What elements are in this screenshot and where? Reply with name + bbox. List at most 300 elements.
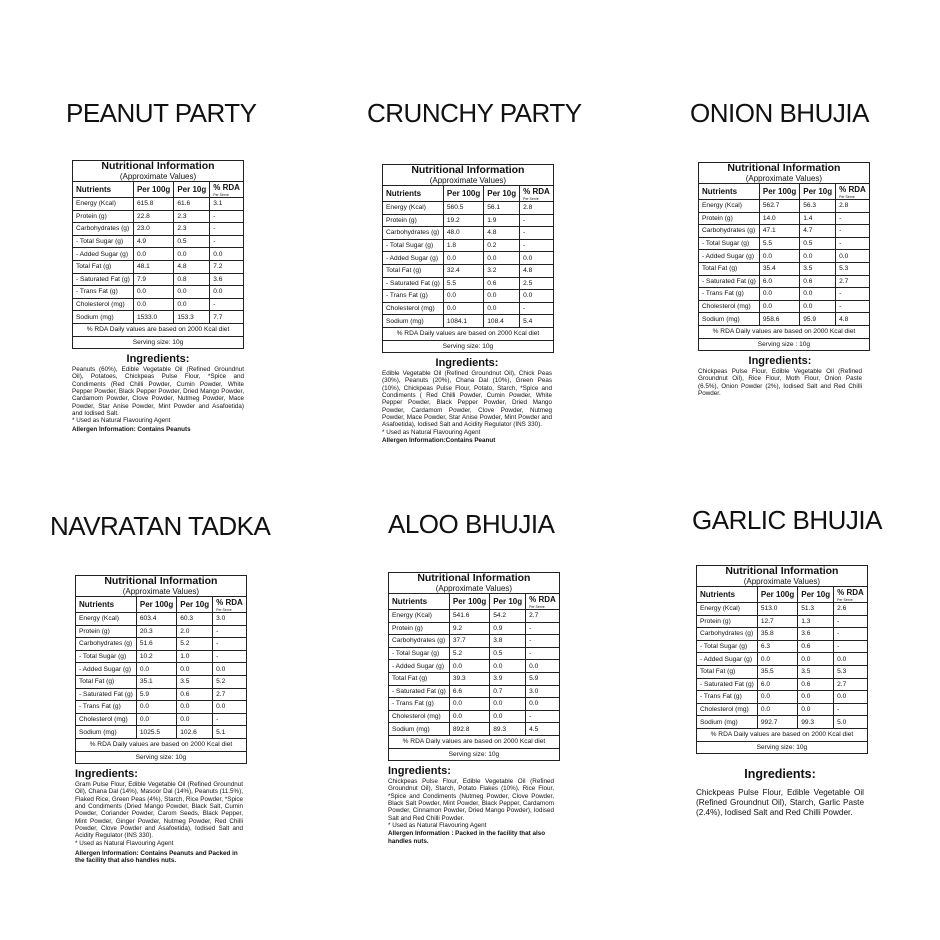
value-per-10g: 3.5 [798,665,834,678]
value-rda: - [520,227,554,240]
table-row [699,275,870,288]
nutrition-table [72,160,244,349]
serving-size: Serving size: 10g [73,336,244,349]
ingredients-text: Gram Pulse Flour, Edible Vegetable Oil (Refined Groundnut Oil), Chana Dal (14%), Masoor Dal (14%), Peanuts (11.5%), Flaked Rice, Green Peas (4%), Starch, Rice Powder, *Spice and Condiments (Dried Mango Powder, Black Salt, Cumin Powder, Coriander Powder, Carom Seeds, Black Pepper, Mint Powder, Ginger Powder, Nutmeg Powder, Red Chilli Powder, Clove Powder and Asafoetida), Iodised Salt and Acidity Regulator (INS 330). [75,781,243,840]
nutrient-name: - Added Sugar (g) [389,660,450,673]
table-row [389,660,560,673]
value-rda: - [836,288,870,301]
table-row [383,239,554,252]
nutrient-name: Total Fat (g) [383,264,444,277]
table-row [76,663,247,676]
table-row [76,613,247,626]
ingredients-title: Ingredients: [126,353,190,366]
value-rda: - [836,237,870,250]
nutrient-name: Cholesterol (mg) [73,298,134,311]
value-per-100g: 615.8 [133,198,173,211]
value-rda: - [836,225,870,238]
value-per-100g: 6.0 [757,678,797,691]
serving-size: Serving size: 10g [697,741,868,754]
table-header-row [383,186,554,202]
value-rda: - [836,212,870,225]
value-rda: 2.8 [520,202,554,215]
value-rda: 0.0 [836,250,870,263]
value-per-10g: 3.8 [490,635,526,648]
value-per-100g: 0.0 [449,710,489,723]
value-per-10g: 3.5 [177,675,213,688]
table-row [73,273,244,286]
value-rda: - [213,713,247,726]
col-per-100g: Per 100g [136,597,176,613]
value-per-100g: 0.0 [443,302,483,315]
value-per-10g: 102.6 [177,726,213,739]
value-per-10g: 95.9 [800,313,836,326]
nutrient-name: Protein (g) [73,210,134,223]
value-per-100g: 47.1 [759,225,799,238]
value-rda: 0.0 [210,248,244,261]
nutrition-rows [383,202,554,328]
col-nutrients: Nutrients [389,594,450,610]
value-per-10g: 0.2 [484,239,520,252]
nutrition-rows [389,610,560,736]
value-per-100g: 1533.0 [133,311,173,324]
nutrient-name: Sodium (mg) [383,315,444,328]
value-per-100g: 0.0 [136,701,176,714]
value-rda: - [213,638,247,651]
value-per-100g: 20.3 [136,625,176,638]
value-per-10g: 0.5 [800,237,836,250]
ingredients-text: Chickpeas Pulse Flour, Edible Vegetable Oil (Refined Groundnut Oil), Starch, Garlic Paste (2.4%), Iodised Salt and Red Chilli Powder. [696,788,864,818]
nutrition-card [698,162,866,398]
nutrition-heading-cell [383,165,554,186]
table-row [699,262,870,275]
nutrient-name: Carbohydrates (g) [383,227,444,240]
value-per-10g: 51.3 [798,603,834,616]
value-rda: 4.8 [520,264,554,277]
nutrient-name: - Added Sugar (g) [699,250,760,263]
ingredients-text: Edible Vegetable Oil (Refined Groundnut Oil), Chick Peas (30%), Peanuts (20%), Chana Dal (10%), Green Peas (10%), Chickpeas Pulse Flour, Potato, Starch, *Spice and Condiments ( Red Chilli Powder, Cumin Powder, White Pepper Powder, Black Pepper Powder, Dried Mango Powder, Cardamom Powder, Clove Powder, Nutmeg Powder, Mace Powder, Star Anise Powder, Mint Powder and Asafoetida), Iodised Salt and Acidity Regulator (INS 330). [382,370,552,429]
value-per-10g: 0.0 [798,653,834,666]
value-rda: 5.9 [526,672,560,685]
value-per-100g: 0.0 [757,703,797,716]
nutrition-table [696,565,868,754]
table-row [697,703,868,716]
value-rda: 2.8 [836,200,870,213]
col-rda: % RDA Per Serve [520,186,554,202]
value-rda: - [834,640,868,653]
nutrient-name: Energy (Kcal) [697,603,758,616]
value-per-10g: 153.3 [174,311,210,324]
table-row [383,227,554,240]
col-per-100g: Per 100g [757,587,797,603]
nutrient-name: - Trans Fat (g) [699,288,760,301]
value-per-10g: 0.0 [484,252,520,265]
value-rda: 5.2 [213,675,247,688]
nutrient-name: - Total Sugar (g) [697,640,758,653]
table-row [389,622,560,635]
table-row [697,716,868,729]
value-per-100g: 0.0 [443,290,483,303]
nutrient-name: Cholesterol (mg) [389,710,450,723]
ingredients-text: Peanuts (60%), Edible Vegetable Oil (Refined Groundnut Oil), Potatoes, Chickpeas Pulse Flour, *Spice and Condiments (Red Chilli Powder, Cumin Powder, White Pepper Powder, Black Pepper Powder, Dried Mango Powder, Cardamom Powder, Clove Powder, Nutmeg Powder, Mace Powder, Star Anise Powder, Mint Powder and Asafoetida) and Iodised Salt. [72,366,244,417]
value-per-10g: 3.6 [798,628,834,641]
value-rda: 3.1 [210,198,244,211]
table-row [76,650,247,663]
table-row [383,290,554,303]
table-row [383,264,554,277]
nutrient-name: Carbohydrates (g) [699,225,760,238]
col-nutrients: Nutrients [697,587,758,603]
rda-note: % RDA Daily values are based on 2000 Kcal diet [76,738,247,751]
value-per-100g: 39.3 [449,672,489,685]
value-per-10g: 0.0 [177,713,213,726]
value-rda: 0.0 [520,290,554,303]
nutrient-name: - Trans Fat (g) [389,698,450,711]
nutrient-name: - Total Sugar (g) [699,237,760,250]
ingredients-title: Ingredients: [748,355,812,368]
value-per-10g: 5.2 [177,638,213,651]
value-per-10g: 54.2 [490,610,526,623]
value-per-100g: 1084.1 [443,315,483,328]
nutrition-rows [76,613,247,739]
nutrient-name: Protein (g) [699,212,760,225]
flavour-note: * Used as Natural Flavouring Agent [382,428,481,436]
rda-note: % RDA Daily values are based on 2000 Kcal diet [699,325,870,338]
value-per-100g: 0.0 [136,713,176,726]
table-row [76,726,247,739]
value-per-100g: 35.1 [136,675,176,688]
nutrient-name: Sodium (mg) [697,716,758,729]
table-row [76,675,247,688]
value-per-10g: 4.7 [800,225,836,238]
product-title: GARLIC BHUJIA [692,505,882,535]
ingredients-title: Ingredients: [435,357,499,370]
value-per-100g: 0.0 [136,663,176,676]
nutrition-subheading: (Approximate Values) [743,577,821,586]
table-row [697,691,868,704]
value-per-100g: 12.7 [757,615,797,628]
table-row [697,665,868,678]
value-per-10g: 2.0 [177,625,213,638]
nutrient-name: Carbohydrates (g) [76,638,137,651]
nutrient-name: Protein (g) [697,615,758,628]
nutrient-name: - Added Sugar (g) [697,653,758,666]
value-rda: 4.5 [526,723,560,736]
nutrient-name: Energy (Kcal) [73,198,134,211]
value-per-100g: 7.9 [133,273,173,286]
table-row [699,300,870,313]
value-per-100g: 0.0 [133,298,173,311]
nutrient-name: Total Fat (g) [389,672,450,685]
value-per-10g: 56.1 [484,202,520,215]
value-rda: 3.0 [526,685,560,698]
value-per-100g: 0.0 [449,698,489,711]
value-per-100g: 48.1 [133,260,173,273]
nutrient-name: - Trans Fat (g) [73,286,134,299]
value-per-100g: 35.4 [759,262,799,275]
value-per-100g: 48.0 [443,227,483,240]
table-row [389,672,560,685]
value-per-100g: 5.5 [443,277,483,290]
nutrient-name: Carbohydrates (g) [697,628,758,641]
nutrient-name: Energy (Kcal) [383,202,444,215]
nutrition-subheading: (Approximate Values) [435,584,513,593]
nutrient-name: Cholesterol (mg) [699,300,760,313]
allergen-info: Allergen Information:Contains Peanut [382,436,496,444]
value-rda: - [526,622,560,635]
value-per-10g: 0.7 [490,685,526,698]
value-per-10g: 0.6 [800,275,836,288]
nutrient-name: Cholesterol (mg) [76,713,137,726]
table-row [76,638,247,651]
value-rda: 0.0 [834,653,868,666]
value-per-10g: 56.3 [800,200,836,213]
value-per-10g: 0.0 [798,703,834,716]
col-rda: % RDA Per Serve [834,587,868,603]
product-title: NAVRATAN TADKA [50,511,271,541]
nutrition-heading: Nutritional Information [411,164,525,176]
nutrient-name: Energy (Kcal) [389,610,450,623]
table-row [76,625,247,638]
allergen-info: Allergen Information: Contains Peanuts [72,425,191,433]
value-per-100g: 1025.5 [136,726,176,739]
table-row [699,225,870,238]
nutrient-name: - Added Sugar (g) [73,248,134,261]
value-rda: - [520,302,554,315]
nutrient-name: Sodium (mg) [389,723,450,736]
value-per-100g: 0.0 [757,691,797,704]
table-row [699,250,870,263]
value-per-10g: 0.0 [174,286,210,299]
col-per-10g: Per 10g [174,182,210,198]
value-rda: 0.0 [834,691,868,704]
col-per-10g: Per 10g [490,594,526,610]
value-rda: 7.2 [210,260,244,273]
nutrient-name: - Saturated Fat (g) [383,277,444,290]
value-per-100g: 0.0 [759,300,799,313]
value-per-100g: 6.3 [757,640,797,653]
table-row [76,713,247,726]
table-row [697,640,868,653]
value-per-100g: 51.6 [136,638,176,651]
product-title: CRUNCHY PARTY [367,98,582,128]
table-row [699,212,870,225]
col-nutrients: Nutrients [73,182,134,198]
nutrition-card [72,160,244,433]
value-per-100g: 4.9 [133,235,173,248]
value-per-10g: 0.0 [800,288,836,301]
table-row [73,248,244,261]
nutrient-name: - Saturated Fat (g) [699,275,760,288]
value-rda: 5.0 [834,716,868,729]
value-rda: - [526,635,560,648]
value-per-100g: 0.0 [759,250,799,263]
nutrition-rows [699,200,870,326]
rda-note: % RDA Daily values are based on 2000 Kcal diet [697,728,868,741]
value-per-10g: 0.0 [174,298,210,311]
table-row [389,723,560,736]
table-row [383,302,554,315]
nutrient-name: - Saturated Fat (g) [76,688,137,701]
table-row [389,647,560,660]
nutrition-table [388,572,560,761]
value-per-10g: 0.6 [798,678,834,691]
value-per-100g: 22.8 [133,210,173,223]
value-per-100g: 9.2 [449,622,489,635]
value-rda: - [836,300,870,313]
table-header-row [389,594,560,610]
value-rda: 0.0 [210,286,244,299]
table-row [73,311,244,324]
nutrition-subheading: (Approximate Values) [745,174,823,183]
nutrient-name: Sodium (mg) [76,726,137,739]
nutrient-name: - Trans Fat (g) [383,290,444,303]
serving-size: Serving size: 10g [389,748,560,761]
allergen-info: Allergen Information : Packed in the facility that also handles nuts. [388,830,546,845]
nutrient-name: Total Fat (g) [697,665,758,678]
value-rda: 3.6 [210,273,244,286]
value-rda: - [520,239,554,252]
value-rda: 2.5 [520,277,554,290]
value-per-10g: 0.0 [177,701,213,714]
value-per-10g: 0.5 [490,647,526,660]
value-per-10g: 4.8 [174,260,210,273]
value-per-100g: 1.8 [443,239,483,252]
col-nutrients: Nutrients [699,184,760,200]
value-per-10g: 0.0 [177,663,213,676]
value-per-100g: 513.0 [757,603,797,616]
col-rda: % RDA Per Serve [836,184,870,200]
value-per-10g: 99.3 [798,716,834,729]
value-per-100g: 0.0 [757,653,797,666]
value-rda: 0.0 [526,698,560,711]
ingredients-title: Ingredients: [75,768,138,781]
nutrition-heading-cell [699,163,870,184]
value-per-100g: 37.7 [449,635,489,648]
nutrient-name: Energy (Kcal) [76,613,137,626]
value-per-100g: 0.0 [133,286,173,299]
product-title: PEANUT PARTY [66,98,257,128]
value-per-10g: 0.0 [800,250,836,263]
table-row [73,198,244,211]
nutrient-name: Total Fat (g) [76,675,137,688]
value-rda: - [834,615,868,628]
value-per-10g: 89.3 [490,723,526,736]
value-per-10g: 1.0 [177,650,213,663]
nutrition-heading-cell [76,576,247,597]
nutrient-name: - Total Sugar (g) [383,239,444,252]
table-row [389,685,560,698]
nutrition-table [698,162,870,351]
nutrient-name: - Trans Fat (g) [76,701,137,714]
value-per-10g: 0.0 [798,691,834,704]
value-rda: 2.7 [213,688,247,701]
col-per-10g: Per 10g [177,597,213,613]
table-row [76,688,247,701]
nutrient-name: Total Fat (g) [73,260,134,273]
value-rda: 5.1 [213,726,247,739]
value-per-100g: 35.5 [757,665,797,678]
value-per-100g: 6.0 [759,275,799,288]
value-per-10g: 0.5 [174,235,210,248]
nutrient-name: - Added Sugar (g) [383,252,444,265]
value-per-100g: 0.0 [443,252,483,265]
rda-note: % RDA Daily values are based on 2000 Kcal diet [73,323,244,336]
nutrient-name: - Saturated Fat (g) [389,685,450,698]
value-per-100g: 603.4 [136,613,176,626]
value-per-100g: 6.6 [449,685,489,698]
value-per-10g: 0.6 [177,688,213,701]
nutrition-card [75,575,243,864]
value-per-100g: 19.2 [443,214,483,227]
nutrient-name: Energy (Kcal) [699,200,760,213]
col-per-100g: Per 100g [133,182,173,198]
value-per-100g: 23.0 [133,223,173,236]
value-per-10g: 0.8 [174,273,210,286]
nutrition-rows [697,603,868,729]
value-per-100g: 32.4 [443,264,483,277]
table-row [699,237,870,250]
value-per-100g: 5.2 [449,647,489,660]
value-per-10g: 2.3 [174,223,210,236]
value-per-100g: 10.2 [136,650,176,663]
value-per-100g: 562.7 [759,200,799,213]
table-row [73,298,244,311]
value-rda: 5.3 [834,665,868,678]
col-per-10g: Per 10g [798,587,834,603]
value-rda: 0.0 [526,660,560,673]
nutrition-heading: Nutritional Information [727,162,841,174]
table-header-row [73,182,244,198]
value-rda: - [210,235,244,248]
value-rda: - [526,710,560,723]
nutrient-name: - Added Sugar (g) [76,663,137,676]
value-per-10g: 60.3 [177,613,213,626]
nutrient-name: Cholesterol (mg) [383,302,444,315]
table-row [697,628,868,641]
table-row [697,653,868,666]
value-per-10g: 0.0 [490,710,526,723]
nutrition-subheading: (Approximate Values) [119,172,197,181]
value-rda: 2.7 [834,678,868,691]
product-title: ONION BHUJIA [690,98,869,128]
nutrition-heading: Nutritional Information [417,572,531,584]
value-per-100g: 0.0 [759,288,799,301]
value-rda: - [526,647,560,660]
nutrient-name: Total Fat (g) [699,262,760,275]
value-rda: 2.7 [836,275,870,288]
table-row [383,214,554,227]
col-per-100g: Per 100g [449,594,489,610]
table-row [383,277,554,290]
value-per-10g: 2.3 [174,210,210,223]
table-row [389,610,560,623]
value-per-10g: 0.9 [490,622,526,635]
serving-size: Serving size: 10g [383,340,554,353]
col-rda: % RDA Per Serve [213,597,247,613]
table-row [699,288,870,301]
value-per-10g: 61.6 [174,198,210,211]
nutrition-heading: Nutritional Information [725,565,839,577]
nutrition-rows [73,198,244,324]
nutrition-subheading: (Approximate Values) [429,176,507,185]
nutrient-name: Protein (g) [76,625,137,638]
table-row [389,635,560,648]
value-rda: 0.0 [520,252,554,265]
table-row [73,235,244,248]
nutrient-name: - Total Sugar (g) [389,647,450,660]
value-rda: 5.4 [520,315,554,328]
col-per-10g: Per 10g [484,186,520,202]
